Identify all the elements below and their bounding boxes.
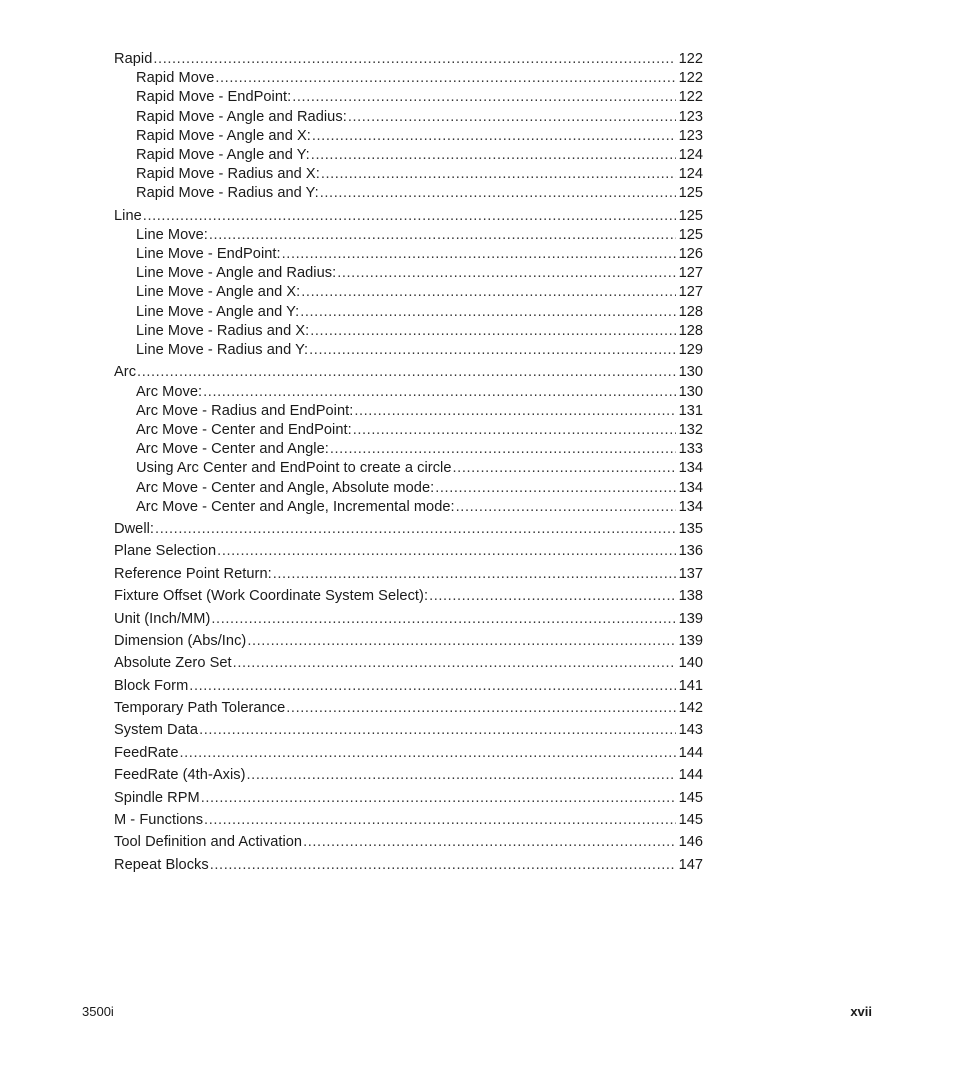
- toc-subentry[interactable]: [114, 146, 703, 165]
- toc-entry-title: Arc Move - Radius and EndPoint:: [136, 402, 354, 419]
- toc-leader-dots: [453, 459, 676, 478]
- toc-entry[interactable]: [114, 744, 703, 763]
- toc-leader-dots: [301, 283, 676, 302]
- toc-entry[interactable]: [114, 632, 703, 651]
- toc-subentry[interactable]: [114, 127, 703, 146]
- toc-entry-title: Dwell:: [114, 521, 155, 538]
- toc-entry-title: Line Move - EndPoint:: [136, 246, 281, 263]
- toc-leader-dots: [348, 108, 676, 127]
- toc-entry[interactable]: [114, 565, 703, 584]
- toc-entry-page-number: 146: [678, 834, 703, 851]
- toc-leader-dots: [310, 322, 676, 341]
- toc-leader-dots: [153, 50, 676, 69]
- toc-entry-page-number: 126: [678, 246, 703, 263]
- toc-leader-dots: [199, 721, 676, 740]
- toc-subentry[interactable]: [114, 283, 703, 302]
- toc-entry-page-number: 134: [678, 460, 703, 477]
- toc-entry-page-number: 129: [678, 342, 703, 358]
- toc-leader-dots: [292, 88, 676, 107]
- toc-leader-dots: [180, 744, 677, 763]
- toc-entry-page-number: 144: [678, 767, 703, 784]
- toc-leader-dots: [210, 856, 676, 875]
- toc-entry-page-number: 123: [678, 127, 703, 144]
- toc-entry-title: Rapid Move - Angle and X:: [136, 127, 311, 144]
- toc-leader-dots: [337, 264, 676, 283]
- toc-entry-title: Reference Point Return:: [114, 565, 272, 582]
- toc-entry[interactable]: [114, 610, 703, 629]
- toc-entry-page-number: 135: [678, 521, 703, 538]
- toc-leader-dots: [312, 127, 676, 146]
- toc-entry-page-number: 130: [678, 383, 703, 400]
- toc-subentry[interactable]: [114, 184, 703, 203]
- toc-subentry[interactable]: [114, 440, 703, 459]
- toc-entry-title: Rapid Move - Radius and X:: [136, 166, 320, 183]
- footer-product-name: 3500i: [82, 1004, 114, 1019]
- toc-entry[interactable]: [114, 654, 703, 673]
- toc-entry-title: Using Arc Center and EndPoint to create a circle: [136, 460, 452, 477]
- toc-leader-dots: [247, 766, 676, 785]
- toc-subentry[interactable]: [114, 479, 703, 498]
- toc-entry-title: Line: [114, 207, 142, 224]
- toc-leader-dots: [217, 542, 676, 561]
- toc-entry-title: Rapid Move: [136, 70, 215, 87]
- toc-entry-title: Line Move - Radius and X:: [136, 322, 310, 339]
- toc-leader-dots: [137, 363, 676, 382]
- toc-entry-page-number: 131: [678, 402, 703, 419]
- toc-entry-title: Rapid Move - Angle and Radius:: [136, 108, 347, 125]
- toc-leader-dots: [353, 421, 676, 440]
- toc-leader-dots: [155, 520, 676, 539]
- toc-leader-dots: [203, 383, 676, 402]
- toc-entry-title: Tool Definition and Activation: [114, 834, 303, 851]
- toc-subentry[interactable]: [114, 341, 703, 360]
- toc-subentry[interactable]: [114, 322, 703, 341]
- toc-entry[interactable]: [114, 766, 703, 785]
- toc-entry-title: Arc: [114, 364, 137, 381]
- toc-leader-dots: [303, 833, 676, 852]
- toc-subentry[interactable]: [114, 88, 703, 107]
- toc-entry-page-number: 125: [678, 185, 703, 202]
- toc-entry-page-number: 122: [678, 51, 703, 67]
- toc-entry-title: M - Functions: [114, 811, 204, 828]
- toc-subentry[interactable]: [114, 264, 703, 283]
- toc-entry[interactable]: [114, 520, 703, 539]
- toc-entry-title: Arc Move - Center and Angle:: [136, 441, 329, 458]
- toc-subentry[interactable]: [114, 245, 703, 264]
- toc-entry-title: Line Move - Angle and X:: [136, 284, 301, 301]
- toc-entry[interactable]: [114, 833, 703, 852]
- toc-entry-title: Arc Move - Center and EndPoint:: [136, 421, 352, 438]
- toc-entry-title: Temporary Path Tolerance: [114, 700, 286, 717]
- toc-entry-page-number: 145: [678, 789, 703, 806]
- toc-subentry[interactable]: [114, 303, 703, 322]
- toc-entry-page-number: 128: [678, 322, 703, 339]
- toc-leader-dots: [204, 811, 676, 830]
- toc-entry-title: Arc Move - Center and Angle, Incremental mode:: [136, 498, 455, 515]
- toc-leader-dots: [300, 303, 676, 322]
- toc-entry-title: Rapid Move - EndPoint:: [136, 89, 292, 106]
- toc-leader-dots: [189, 677, 676, 696]
- toc-entry-page-number: 122: [678, 89, 703, 106]
- toc-leader-dots: [456, 498, 676, 517]
- toc-entry-page-number: 139: [678, 632, 703, 649]
- toc-entry-page-number: 122: [678, 70, 703, 87]
- toc-entry[interactable]: [114, 677, 703, 696]
- toc-entry-page-number: 136: [678, 543, 703, 560]
- toc-entry-page-number: 138: [678, 588, 703, 605]
- toc-entry[interactable]: [114, 856, 703, 875]
- toc-entry-title: Rapid: [114, 51, 153, 67]
- toc-entry[interactable]: [114, 811, 703, 830]
- toc-subentry[interactable]: [114, 108, 703, 127]
- toc-leader-dots: [309, 341, 676, 360]
- toc-leader-dots: [429, 587, 676, 606]
- toc-entry-title: Rapid Move - Radius and Y:: [136, 185, 319, 202]
- toc-entry-page-number: 145: [678, 811, 703, 828]
- toc-leader-dots: [354, 402, 676, 421]
- toc-entry-page-number: 134: [678, 498, 703, 515]
- toc-entry-title: Line Move - Angle and Y:: [136, 303, 300, 320]
- toc-leader-dots: [330, 440, 676, 459]
- toc-entry[interactable]: [114, 789, 703, 808]
- toc-entry-title: FeedRate: [114, 744, 179, 761]
- toc-subentry[interactable]: [114, 69, 703, 88]
- toc-entry-page-number: 124: [678, 146, 703, 163]
- toc-leader-dots: [201, 789, 676, 808]
- toc-entry-title: Line Move - Radius and Y:: [136, 342, 309, 358]
- toc-entry-title: Arc Move - Center and Angle, Absolute mode:: [136, 479, 435, 496]
- toc-subentry[interactable]: [114, 498, 703, 517]
- toc-leader-dots: [209, 226, 676, 245]
- toc-entry-page-number: 142: [678, 700, 703, 717]
- toc-entry-title: Plane Selection: [114, 543, 217, 560]
- toc-entry-page-number: 125: [678, 226, 703, 243]
- toc-entry-page-number: 128: [678, 303, 703, 320]
- toc-entry-title: Fixture Offset (Work Coordinate System Select):: [114, 588, 429, 605]
- toc-entry[interactable]: [114, 721, 703, 740]
- toc-leader-dots: [435, 479, 676, 498]
- toc-entry-page-number: 141: [678, 677, 703, 694]
- toc-entry-page-number: 144: [678, 744, 703, 761]
- toc-entry-title: System Data: [114, 722, 199, 739]
- toc-entry-page-number: 134: [678, 479, 703, 496]
- toc-entry-title: Arc Move:: [136, 383, 203, 400]
- toc-leader-dots: [211, 610, 676, 629]
- toc-entry-title: FeedRate (4th-Axis): [114, 767, 246, 784]
- toc-entry[interactable]: [114, 587, 703, 606]
- toc-leader-dots: [143, 207, 676, 226]
- toc-leader-dots: [273, 565, 676, 584]
- toc-entry[interactable]: [114, 50, 703, 69]
- toc-entry-title: Unit (Inch/MM): [114, 610, 211, 627]
- toc-leader-dots: [215, 69, 676, 88]
- toc-entry-page-number: 125: [678, 207, 703, 224]
- toc-entry[interactable]: [114, 207, 703, 226]
- toc-entry-page-number: 140: [678, 655, 703, 672]
- toc-subentry[interactable]: [114, 421, 703, 440]
- toc-entry[interactable]: [114, 363, 703, 382]
- toc-entry-page-number: 137: [678, 565, 703, 582]
- toc-entry-title: Block Form: [114, 677, 189, 694]
- table-of-contents: [114, 50, 703, 875]
- toc-entry-title: Spindle RPM: [114, 789, 200, 806]
- toc-entry-title: Absolute Zero Set: [114, 655, 232, 672]
- toc-entry-title: Repeat Blocks: [114, 856, 209, 873]
- toc-entry-page-number: 133: [678, 441, 703, 458]
- toc-leader-dots: [233, 654, 676, 673]
- toc-entry-page-number: 127: [678, 265, 703, 282]
- toc-entry-page-number: 147: [678, 856, 703, 873]
- toc-entry-page-number: 130: [678, 364, 703, 381]
- toc-leader-dots: [286, 699, 676, 718]
- toc-leader-dots: [321, 165, 676, 184]
- toc-leader-dots: [320, 184, 676, 203]
- toc-entry-page-number: 123: [678, 108, 703, 125]
- toc-entry[interactable]: [114, 699, 703, 718]
- toc-subentry[interactable]: [114, 165, 703, 184]
- toc-entry-title: Line Move - Angle and Radius:: [136, 265, 337, 282]
- toc-entry-title: Rapid Move - Angle and Y:: [136, 146, 310, 163]
- toc-entry-page-number: 139: [678, 610, 703, 627]
- toc-entry-title: Dimension (Abs/Inc): [114, 632, 247, 649]
- toc-entry-page-number: 127: [678, 284, 703, 301]
- toc-entry-page-number: 132: [678, 421, 703, 438]
- toc-subentry[interactable]: [114, 459, 703, 478]
- toc-entry-page-number: 143: [678, 722, 703, 739]
- toc-subentry[interactable]: [114, 383, 703, 402]
- toc-leader-dots: [247, 632, 676, 651]
- toc-entry-page-number: 124: [678, 166, 703, 183]
- toc-entry-title: Line Move:: [136, 226, 208, 243]
- toc-entry[interactable]: [114, 542, 703, 561]
- toc-leader-dots: [311, 146, 676, 165]
- toc-subentry[interactable]: [114, 402, 703, 421]
- toc-leader-dots: [282, 245, 676, 264]
- toc-subentry[interactable]: [114, 226, 703, 245]
- footer-page-number: xvii: [850, 1004, 872, 1019]
